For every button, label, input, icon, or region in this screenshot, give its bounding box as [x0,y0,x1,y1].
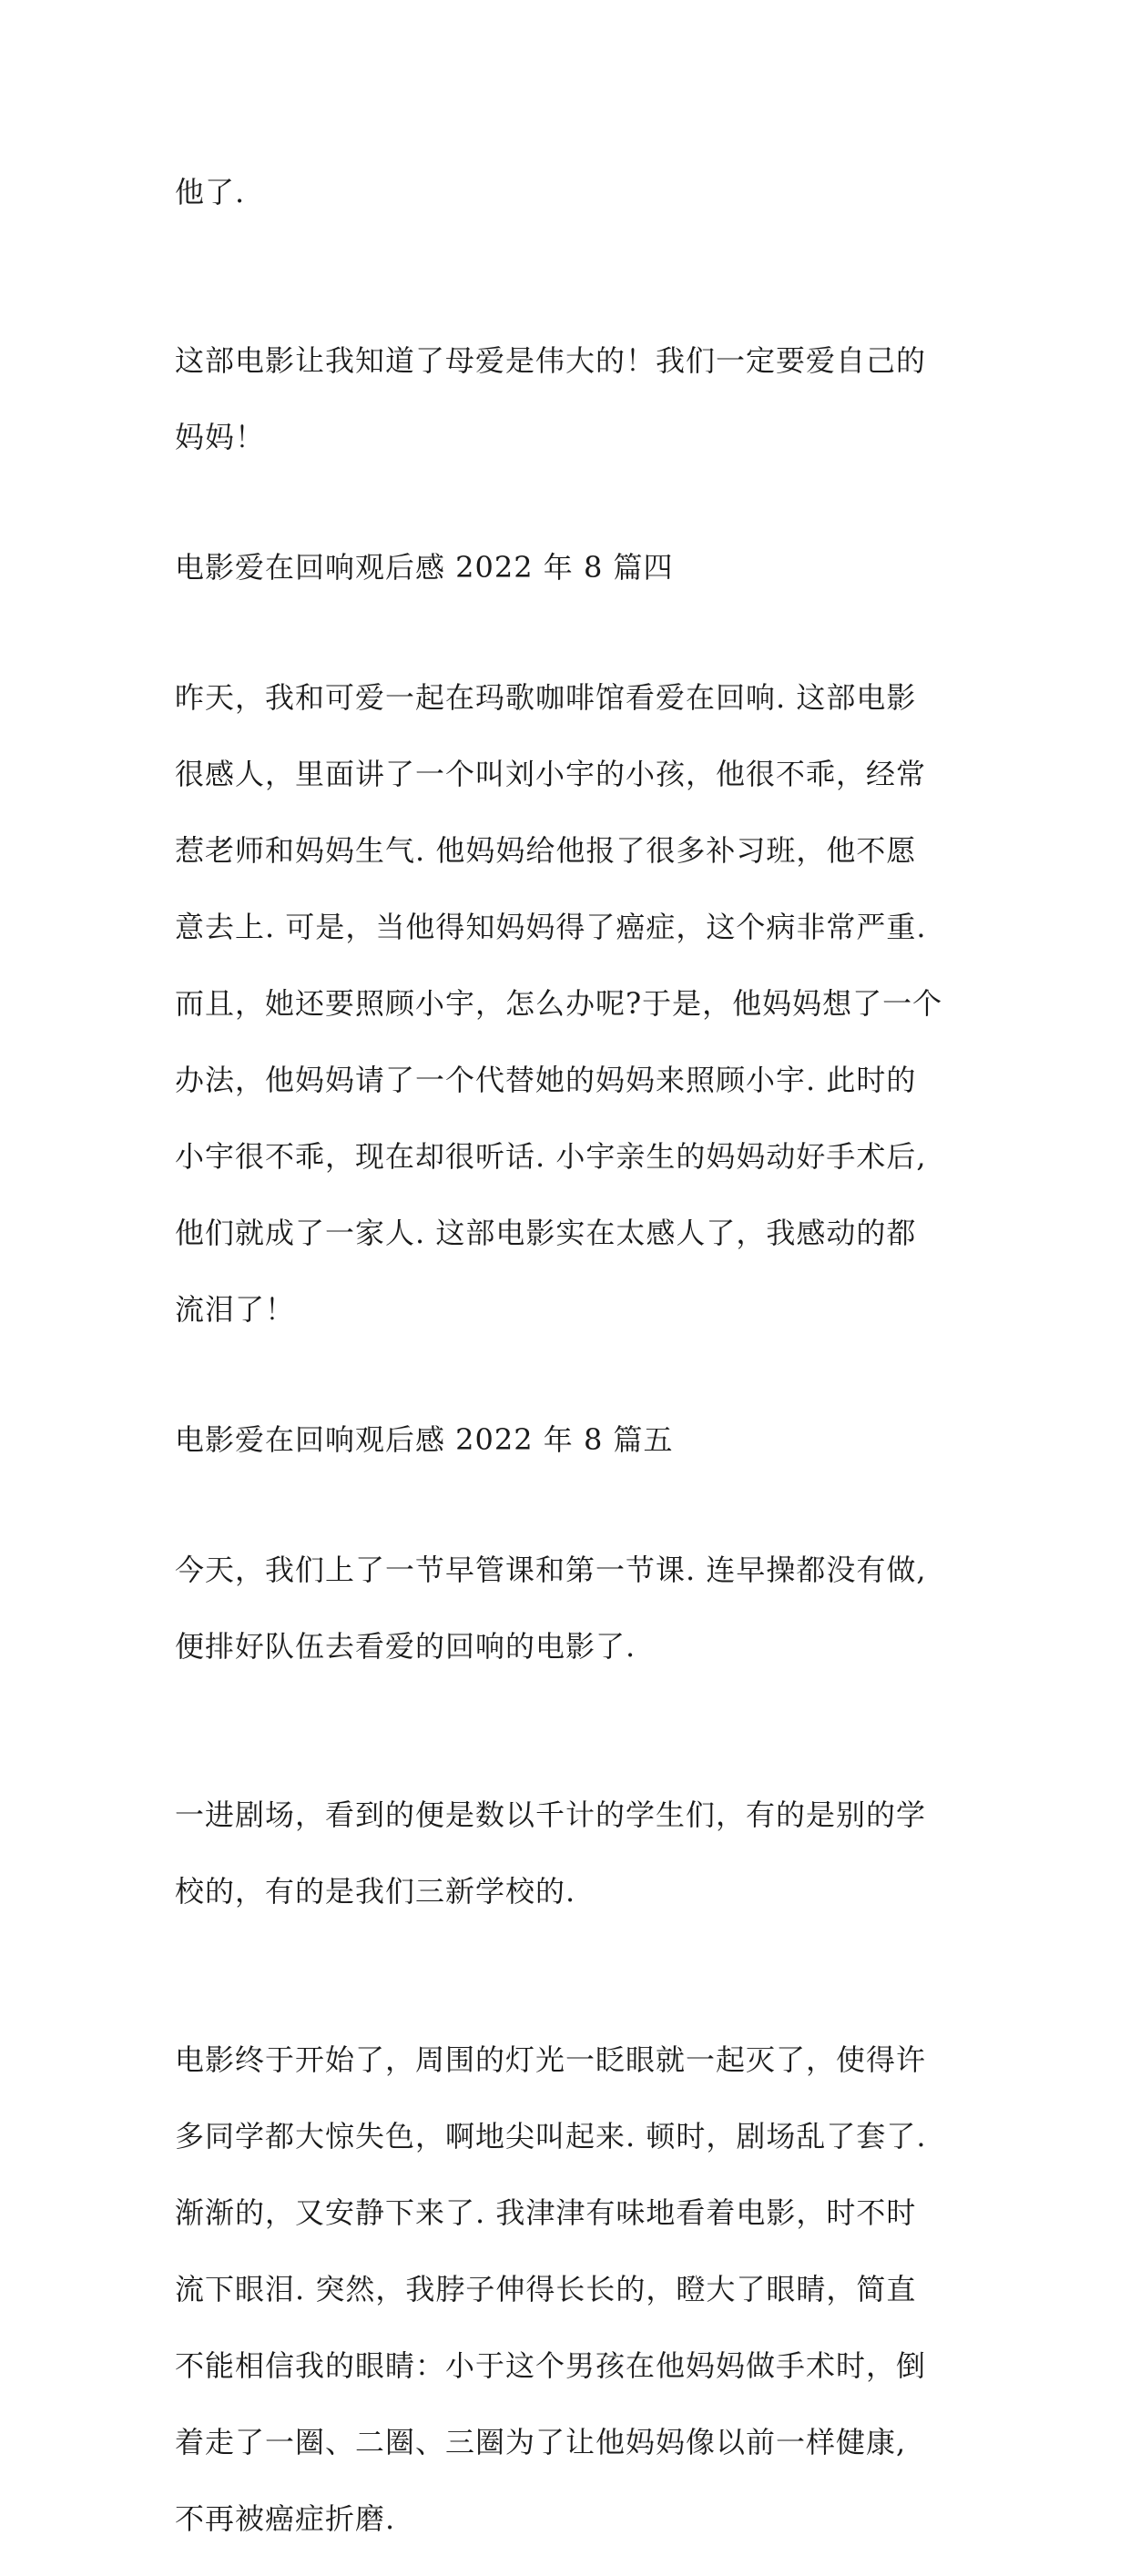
text-line: 流下眼泪. 突然，我脖子伸得长长的，瞪大了眼睛，简直 [175,2272,917,2306]
paragraph [175,303,960,494]
paragraph [175,1757,960,1949]
section-heading [175,548,960,586]
heading-text: 电影爱在回响观后感 2022 年 8 篇五 [175,1422,674,1457]
heading-text: 电影爱在回响观后感 2022 年 8 篇四 [175,550,674,585]
section-heading [175,1420,960,1459]
document-body [175,135,960,2576]
text-line: 他们就成了一家人. 这部电影实在太感人了，我感动的都 [175,1216,917,1250]
text-line: 很感人，里面讲了一个叫刘小宇的小孩，他很不乖，经常 [175,757,927,791]
text-line: 便排好队伍去看爱的回响的电影了. [175,1629,636,1664]
text-line: 今天，我们上了一节早管课和第一节课. 连早操都没有做, [175,1553,927,1587]
text-line: 不能相信我的眼睛：小于这个男孩在他妈妈做手术时，倒 [175,2348,927,2383]
text-line: 多同学都大惊失色，啊地尖叫起来. 顿时，剧场乱了套了. [175,2119,927,2153]
text-line: 这部电影让我知道了母爱是伟大的！我们一定要爱自己的 [175,343,927,378]
text-line: 惹老师和妈妈生气. 他妈妈给他报了很多补习班，他不愿 [175,833,917,868]
text-line: 昨天，我和可爱一起在玛歌咖啡馆看爱在回响. 这部电影 [175,680,917,715]
paragraph [175,2002,960,2576]
text-line: 不再被癌症折磨. [175,2501,396,2536]
text-line: 办法，他妈妈请了一个代替她的妈妈来照顾小宇. 此时的 [175,1063,917,1097]
text-line: 校的，有的是我们三新学校的. [175,1874,576,1909]
text-line: 妈妈！ [175,420,266,454]
text-line: 着走了一圈、二圈、三圈为了让他妈妈像以前一样健康, [175,2425,907,2459]
text-line: 电影终于开始了，周围的灯光一眨眼就一起灭了，使得许 [175,2042,927,2077]
text-line: 他了. [175,175,246,209]
paragraph [175,135,960,249]
paragraph [175,640,960,1367]
text-line: 小宇很不乖，现在却很听话. 小宇亲生的妈妈动好手术后, [175,1139,927,1174]
text-line: 意去上. 可是，当他得知妈妈得了癌症，这个病非常严重. [175,910,927,944]
text-line: 而且，她还要照顾小宇，怎么办呢?于是，他妈妈想了一个 [175,986,943,1021]
text-line: 渐渐的，又安静下来了. 我津津有味地看着电影，时不时 [175,2195,917,2230]
paragraph [175,1512,960,1704]
text-line: 流泪了！ [175,1292,296,1327]
text-line: 一进剧场，看到的便是数以千计的学生们，有的是别的学 [175,1797,927,1832]
